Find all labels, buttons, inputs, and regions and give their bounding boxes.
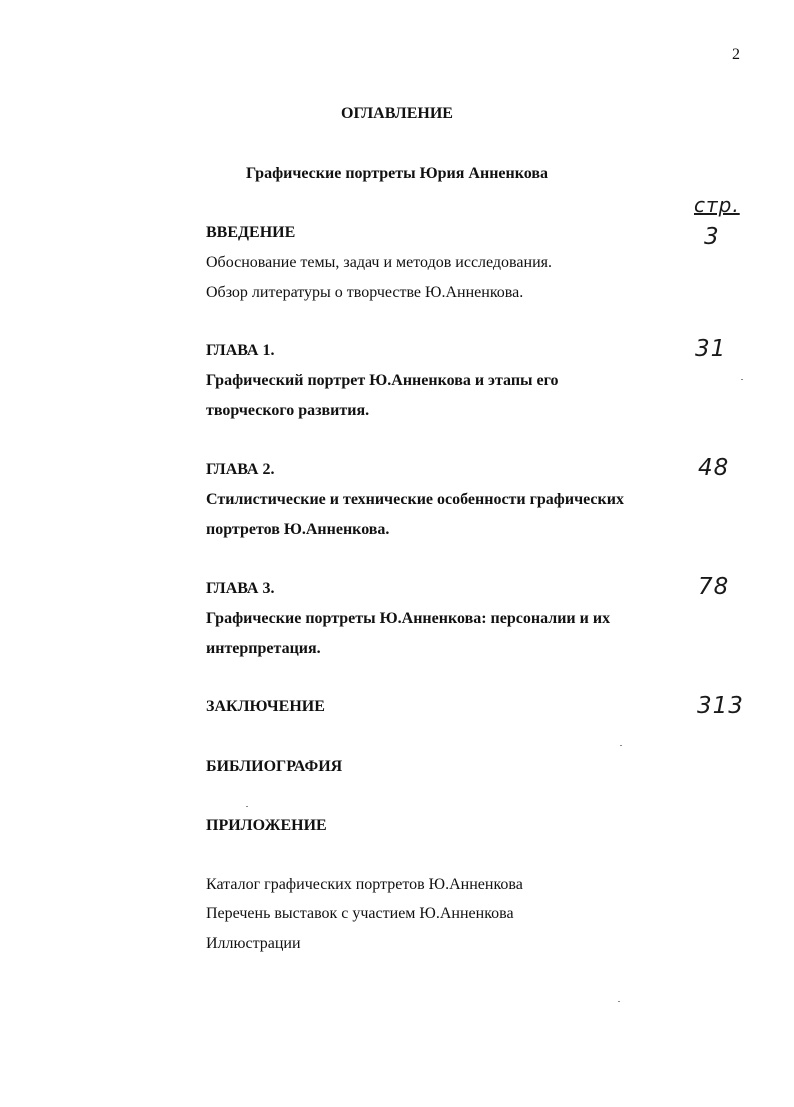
section-line: Обоснование темы, задач и методов исследования. (206, 254, 552, 271)
appendix-item: Каталог графических портретов Ю.Анненкова (206, 876, 523, 893)
page-column-label: стр. (694, 193, 740, 217)
toc-title: ОГЛАВЛЕНИЕ (341, 105, 453, 122)
appendix-item: Перечень выставок с участием Ю.Анненкова (206, 905, 514, 922)
section-line: творческого развития. (206, 402, 370, 419)
section-page-number: 78 (698, 574, 730, 600)
section-heading: ГЛАВА 3. (206, 580, 275, 597)
section-heading: ГЛАВА 2. (206, 461, 275, 478)
section-page-number: 48 (698, 455, 730, 481)
section-line: интерпретация. (206, 640, 321, 657)
section-line: Графический портрет Ю.Анненкова и этапы его (206, 372, 559, 389)
scan-speck (618, 1001, 620, 1002)
section-line: Графические портреты Ю.Анненкова: персоналии и их (206, 610, 611, 627)
section-line: Обзор литературы о творчестве Ю.Анненкова. (206, 284, 524, 301)
section-line: Стилистические и технические особенности графических (206, 491, 624, 508)
section-page-number: 3 (704, 224, 720, 250)
scan-speck (741, 379, 743, 380)
section-page-number: 313 (697, 693, 744, 719)
section-line: портретов Ю.Анненкова. (206, 521, 390, 538)
toc-section-bibliography: БИБЛИОГРАФИЯ (206, 758, 343, 775)
toc-subtitle: Графические портреты Юрия Анненкова (246, 165, 548, 182)
scan-speck (620, 745, 622, 746)
scan-speck (246, 806, 248, 807)
section-page-number: 31 (695, 336, 727, 362)
appendix-item: Иллюстрации (206, 935, 301, 952)
toc-section-appendix: ПРИЛОЖЕНИЕ (206, 817, 327, 834)
section-heading: ЗАКЛЮЧЕНИЕ (206, 698, 325, 715)
section-heading: ГЛАВА 1. (206, 342, 275, 359)
page-number: 2 (732, 46, 740, 63)
section-heading: ВВЕДЕНИЕ (206, 224, 296, 241)
